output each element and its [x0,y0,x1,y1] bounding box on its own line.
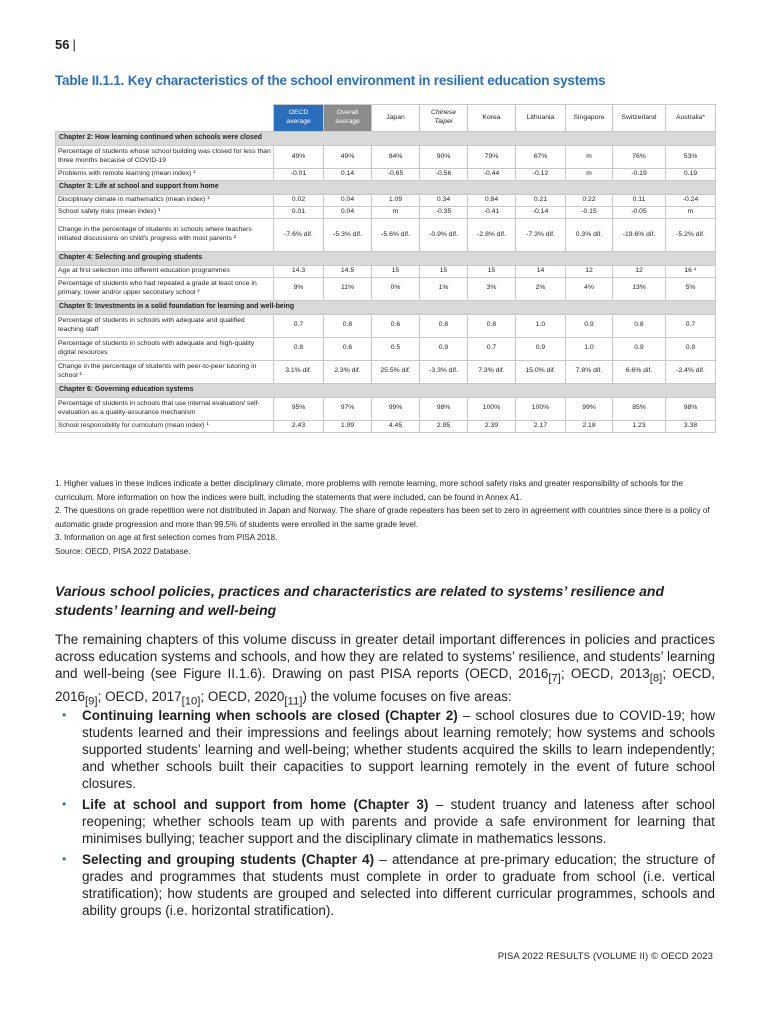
row-label: Percentage of students in schools with adequate and qualified teaching staff [56,314,274,337]
table-cell: 3% [468,277,516,300]
table-cell: m [566,145,613,168]
table-cell: 0.9 [666,337,716,360]
table-cell: -0.14 [516,206,566,218]
table-title: Table II.1.1. Key characteristics of the school environment in resilient education systems [55,73,606,88]
table-cell: 0.21 [516,194,566,206]
table-cell: 76% [613,145,666,168]
table-row [56,277,716,300]
table-row [56,265,716,277]
table-row [56,145,716,168]
chapter-row [56,180,716,194]
row-label: Percentage of students whose school building was closed for less than three months because of COVID-19 [56,145,274,168]
table-cell: 2.17 [516,420,566,432]
table-cell: 79% [468,145,516,168]
table-body [56,132,716,433]
table-cell: -5.3% dif. [324,218,372,251]
row-label: Age at first selection into different education programmes [56,265,274,277]
col-header-oecd-average: OECD average [274,105,324,132]
table-cell: 15 [468,265,516,277]
col-header-lithuania: Lithuania [516,105,566,132]
table-cell: 0.8 [613,314,666,337]
bullet-icon: • [62,852,67,866]
bullet-icon: • [62,797,67,811]
table-cell: -0.05 [613,206,666,218]
ref-11[interactable]: [11] [284,695,303,708]
chapter-title: Chapter 3: Life at school and support from home [56,180,716,194]
table-cell: m [566,168,613,180]
table-cell: 2.43 [274,420,324,432]
table-cell: m [666,206,716,218]
table-cell: 98% [666,397,716,420]
footnote-1: 1. Higher values in these indices indicate a better disciplinary climate, more problems with remote learning, more school safety risks and greater responsibility of schools for the curriculum. More information on how the indices were built, including the statements that were included, can be found in Annex A1. [55,479,684,502]
row-label: Disciplinary climate in mathematics (mean index) ¹ [56,194,274,206]
row-label: Change in the percentage of students in schools where teachers initiated discussions on child's progress with most parents ² [56,218,274,251]
chapter-title: Chapter 2: How learning continued when schools were closed [56,132,716,146]
header-blank [56,105,274,132]
table-cell: 6.6% dif. [613,360,666,383]
table-cell: -0.9% dif. [420,218,468,251]
col-header-korea: Korea [468,105,516,132]
table-cell: 9% [274,277,324,300]
col-header-singapore: Singapore [566,105,613,132]
table-cell: 1.0 [516,314,566,337]
list-item: • Continuing learning when schools are closed (Chapter 2) – school closures due to COVID-19; how students learned and their impressions and feelings about learning remotely; how systems and schools supported students’ learning and well-being; whether students acquired the skills to learn independently; and whether schools built their capacities to support learning remotely in the event of future school closures. [62,708,715,791]
table-cell: -0.19 [613,168,666,180]
ref-8[interactable]: [8] [649,672,663,685]
table-cell: 1.23 [613,420,666,432]
col-header-japan: Japan [372,105,420,132]
table-cell: 0.84 [468,194,516,206]
chapter-title: Chapter 4: Selecting and grouping students [56,251,716,265]
table-cell: 5% [666,277,716,300]
row-label: Percentage of students who had repeated a grade at least once in primary, lower and/or upper secondary school ³ [56,277,274,300]
table-cell: -0.41 [468,206,516,218]
table-cell: 49% [324,145,372,168]
table-cell: 15.0% dif. [516,360,566,383]
table-cell: 0.9 [516,337,566,360]
table-cell: 90% [420,145,468,168]
table-cell: 0.3% dif. [566,218,613,251]
table-cell: 1% [420,277,468,300]
page-number: 56 | [55,37,76,52]
table-cell: 85% [613,397,666,420]
table-cell: 0.8 [420,314,468,337]
table-cell: 0.6 [372,314,420,337]
table-cell: 0% [372,277,420,300]
table-cell: 0.8 [468,314,516,337]
table-cell: 4.45 [372,420,420,432]
table-cell: -0.12 [516,168,566,180]
table-cell: 3.38 [666,420,716,432]
table-cell: -5.6% dif. [372,218,420,251]
table-cell: 0.02 [274,194,324,206]
table-cell: -0.65 [372,168,420,180]
table-cell: 13% [613,277,666,300]
table-cell: -7.6% dif. [274,218,324,251]
table-cell: 100% [516,397,566,420]
table-cell: 0.04 [324,206,372,218]
table-cell: 1.0 [566,337,613,360]
table-cell: 100% [468,397,516,420]
table-cell: -3.3% dif. [420,360,468,383]
table-cell: -2.8% dif. [468,218,516,251]
table-cell: 0.22 [566,194,613,206]
table-cell: 99% [566,397,613,420]
row-label: Percentage of students in schools with adequate and high-quality digital resources [56,337,274,360]
table-cell: 15 [420,265,468,277]
table-cell: 2.39 [468,420,516,432]
chapter-row [56,132,716,146]
table-cell: 1.99 [324,420,372,432]
table-cell: 49% [274,145,324,168]
table-cell: -7.3% dif. [516,218,566,251]
table-cell: -0.01 [274,168,324,180]
list-item: • Life at school and support from home (Chapter 3) – student truancy and lateness after school reopening; whether schools team up with parents and provide a safe environment for learning that minimises bullying; teacher support and the disciplinary climate in mathematics lessons. [62,797,715,846]
chapter-title: Chapter 5: Investments in a solid foundation for learning and well-being [56,300,716,314]
focus-areas-list [55,707,715,923]
table-cell: 53% [666,145,716,168]
col-header-australia: Australia* [666,105,716,132]
ref-10[interactable]: [10] [181,695,201,708]
table-cell: 0.34 [420,194,468,206]
table-cell: 0.5 [372,337,420,360]
table-cell: 2.95 [420,420,468,432]
table-cell: 0.7 [666,314,716,337]
table-cell: 0.14 [324,168,372,180]
table-cell: 12 [566,265,613,277]
table-cell: 7.3% dif. [468,360,516,383]
table-cell: 0.9 [613,337,666,360]
table-cell: -5.2% dif. [666,218,716,251]
table-cell: 4% [566,277,613,300]
table-cell: 0.9 [420,337,468,360]
table-cell: -19.6% dif. [613,218,666,251]
chapter-row [56,251,716,265]
table-row [56,218,716,251]
chapter-row [56,300,716,314]
col-header-switzerland: Switzerland [613,105,666,132]
table-cell: 0.11 [613,194,666,206]
table-cell: 0.19 [666,168,716,180]
table-cell: -2.4% dif. [666,360,716,383]
table-cell: -0.44 [468,168,516,180]
table-cell: 95% [274,397,324,420]
table-cell: 12 [613,265,666,277]
table-cell: 98% [420,397,468,420]
footnote-3: 3. Information on age at first selection comes from PISA 2018. [55,533,278,543]
table-cell: 2.3% dif. [324,360,372,383]
chapter-row [56,383,716,397]
table-cell: 14.5 [324,265,372,277]
footnote-2: 2. The questions on grade repetition were not distributed in Japan and Norway. The share of grade repeaters has been set to zero in agreement with countries since there is a policy of automatic grade progression and more than 99.5% of students were enrolled in the same grade level. [55,506,710,529]
table-cell: 99% [372,397,420,420]
list-item: • Selecting and grouping students (Chapter 4) – attendance at pre-primary education; the structure of grades and programmes that students must complete in order to graduate from school (i.e. vertical stratification); how students are grouped and selected into different curricular programmes, schools and ability groups (i.e. horizontal stratification). [62,852,715,918]
table-cell: -0.35 [420,206,468,218]
bullet-icon: • [62,708,67,722]
table-cell: m [372,206,420,218]
table-cell: 0.7 [468,337,516,360]
table-cell: 0.8 [274,337,324,360]
table-cell: -0.15 [566,206,613,218]
table-cell: 3.1% dif. [274,360,324,383]
table-cell: 84% [372,145,420,168]
ref-7[interactable]: [7] [548,672,561,685]
page-footer: PISA 2022 RESULTS (VOLUME II) © OECD 2023 [497,951,713,962]
table-cell: 7.8% dif. [566,360,613,383]
row-label: Change in the percentage of students with peer-to-peer tutoring in school ² [56,360,274,383]
row-label: School responsibility for curriculum (mean index) ¹ [56,420,274,432]
table-cell: 0.04 [324,194,372,206]
row-label: School safety risks (mean index) ¹ [56,206,274,218]
table-row [56,360,716,383]
table-row [56,397,716,420]
chapter-title: Chapter 6: Governing education systems [56,383,716,397]
table-row [56,206,716,218]
table-cell: 0.7 [274,314,324,337]
table-cell: 0.8 [324,314,372,337]
table-cell: 16 ⁴ [666,265,716,277]
table-cell: 25.5% dif. [372,360,420,383]
col-header-overall-average: Overall average [324,105,372,132]
row-label: Problems with remote learning (mean index) ¹ [56,168,274,180]
intro-paragraph: The remaining chapters of this volume discuss in greater detail important differences in policies and practices across education systems and schools, and how they are related to systems’ resilience, and students’ learning and well-being (see Figure II.1.6). Drawing on past PISA reports (OECD, $2016_{[7]}$; OECD, $2013_{[8]}$; OECD, $2016_{[9]}$; OECD, $2017_{[10]}$; OECD, $2020_{[11]}$) the volume focuses on five areas: [55,632,715,708]
key-characteristics-table [55,104,715,433]
table-cell: 97% [324,397,372,420]
table-cell: 11% [324,277,372,300]
source-note: Source: OECD, PISA 2022 Database. [55,546,191,556]
footnotes [55,477,715,559]
table-cell: 2% [516,277,566,300]
table-cell: -0.24 [666,194,716,206]
section-heading: Various school policies, practices and characteristics are related to systems’ resilience and students’ learning and well-being [55,583,665,618]
table-cell: 14.3 [274,265,324,277]
table-cell: 15 [372,265,420,277]
row-label: Percentage of students in schools that use internal evaluation/ self-evaluation as a quality-assurance mechanism [56,397,274,420]
col-header-chinese-taipei: Chinese Taipei [420,105,468,132]
table-cell: 0.9 [566,314,613,337]
ref-9[interactable]: [9] [85,695,98,708]
table-row [56,337,716,360]
table-row [56,420,716,432]
table-cell: 0.6 [324,337,372,360]
table-cell: 1.09 [372,194,420,206]
table-cell: 14 [516,265,566,277]
table-row [56,314,716,337]
table-row [56,168,716,180]
table-row [56,194,716,206]
table-cell: -0.56 [420,168,468,180]
table-cell: 2.18 [566,420,613,432]
table-cell: 67% [516,145,566,168]
table-cell: 0.01 [274,206,324,218]
